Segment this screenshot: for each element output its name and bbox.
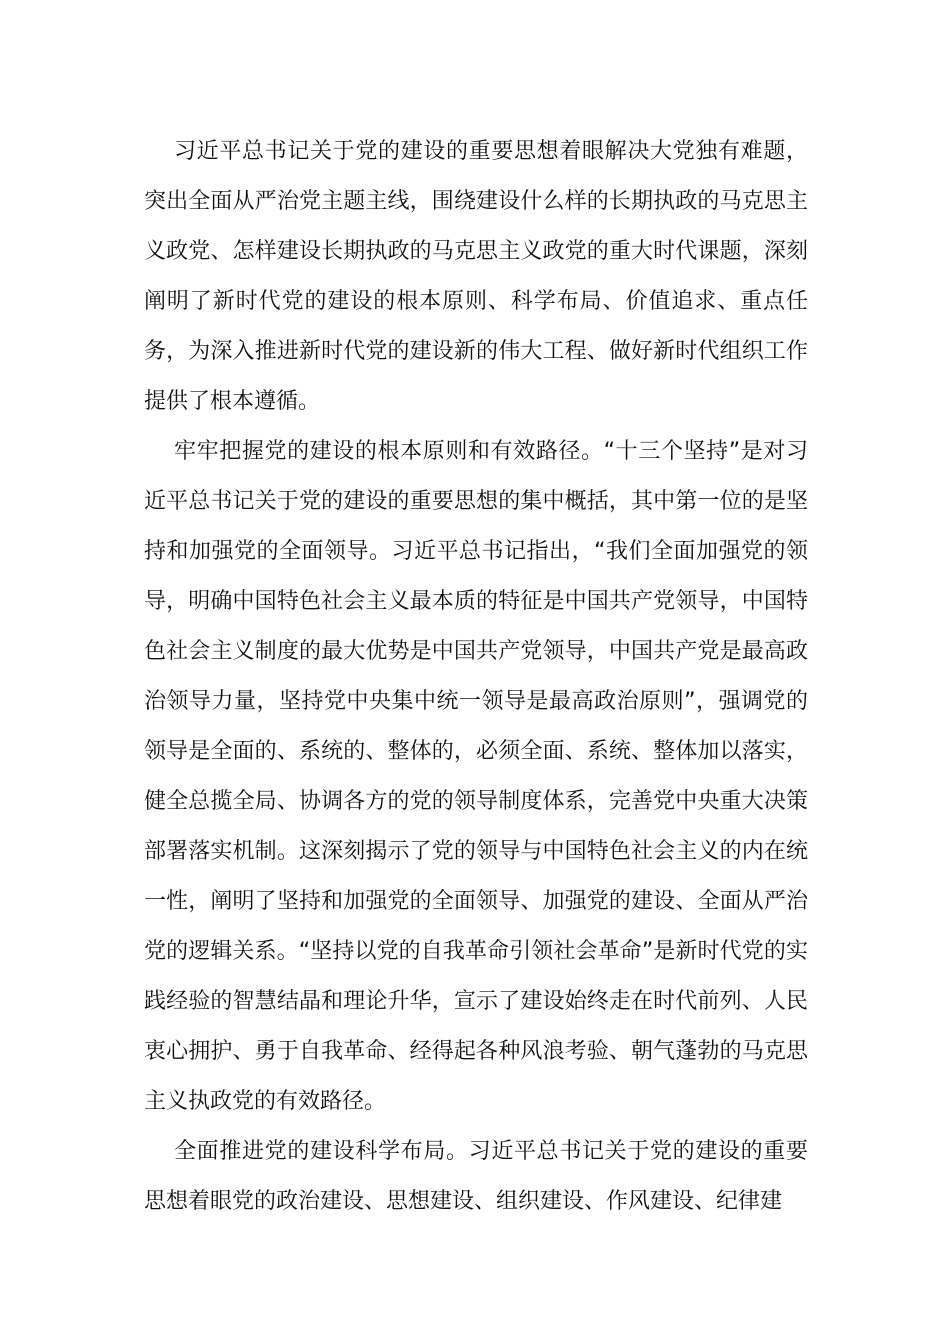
paragraph-scientific-layout: 全面推进党的建设科学布局。习近平总书记关于党的建设的重要思想着眼党的政治建设、思想建设、组织建设、作风建设、纪律建 [144,1139,808,1214]
paragraph-fundamental-principles: 牢牢把握党的建设的根本原则和有效路径。“十三个坚持”是对习近平总书记关于党的建设的重要思想的集中概括，其中第一位的是坚持和加强党的全面领导。习近平总书记指出，“我们全面加强党的领导，明确中国特色社会主义最本质的特征是中国共产党领导，中国特色社会主义制度的最大优势是中国共产党领导，中国共产党是最高政治领导力量，坚持党中央集中统一领导是最高政治原则”，强调党的领导是全面的、系统的、整体的，必须全面、系统、整体加以落实，健全总揽全局、协调各方的党的领导制度体系，完善党中央重大决策部署落实机制。这深刻揭示了党的领导与中国特色社会主义的内在统一性，阐明了坚持和加强党的全面领导、加强党的建设、全面从严治党的逻辑关系。“坚持以党的自我革命引领社会革命”是新时代党的实践经验的智慧结晶和理论升华，宣示了建设始终走在时代前列、人民衷心拥护、勇于自我革命、经得起各种风浪考验、朝气蓬勃的马克思主义执政党的有效路径。 [144,439,808,1114]
document-body [144,127,808,1227]
paragraph-intro: 习近平总书记关于党的建设的重要思想着眼解决大党独有难题，突出全面从严治党主题主线，围绕建设什么样的长期执政的马克思主义政党、怎样建设长期执政的马克思主义政党的重大时代课题，深刻阐明了新时代党的建设的根本原则、科学布局、价值追求、重点任务，为深入推进新时代党的建设新的伟大工程、做好新时代组织工作提供了根本遵循。 [144,139,808,414]
